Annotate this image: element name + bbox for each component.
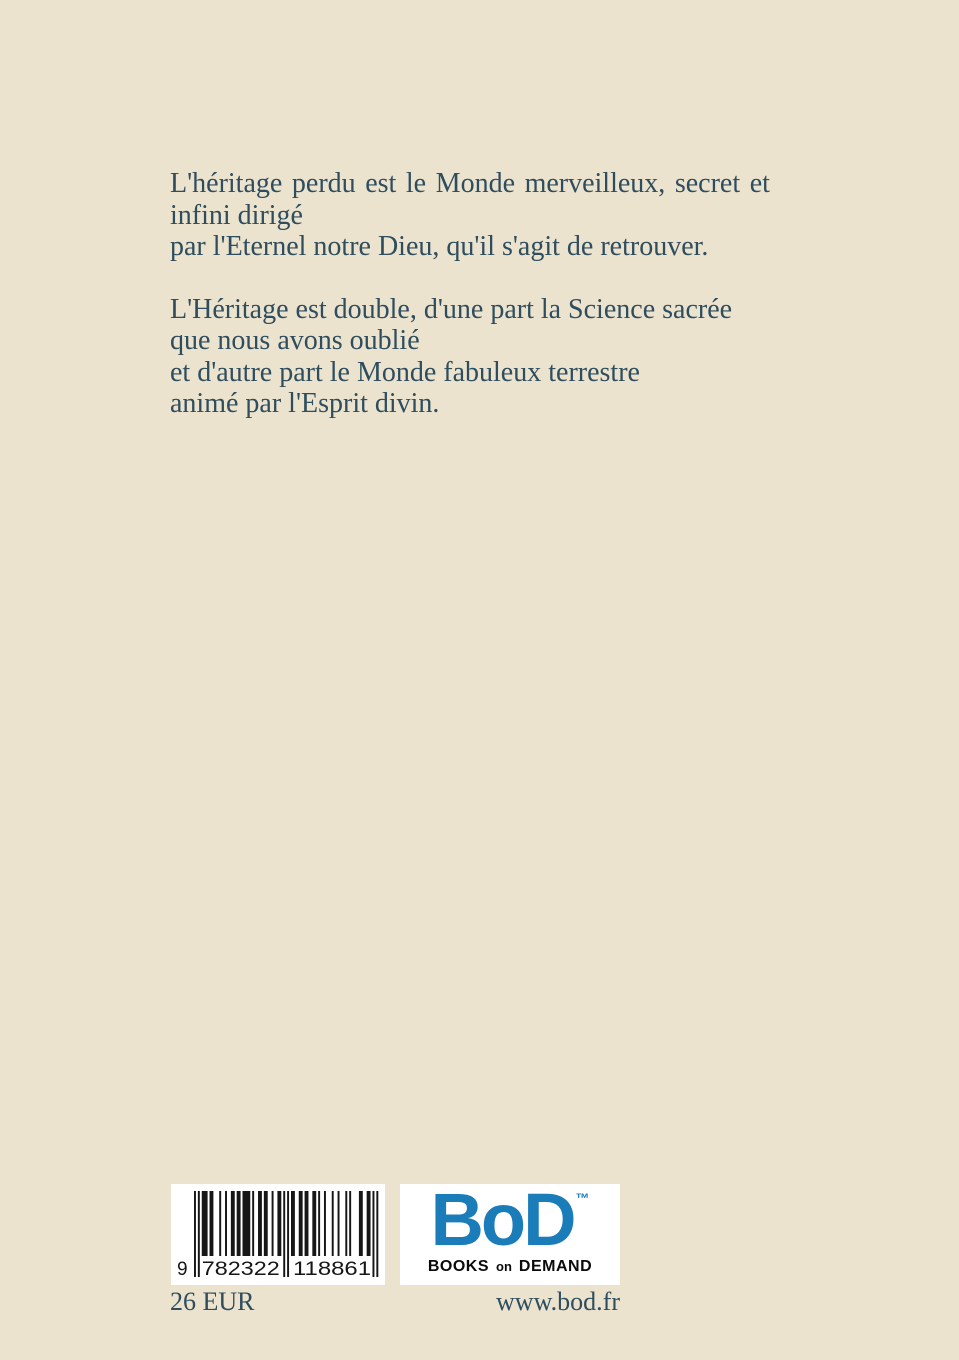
trademark-symbol: ™ bbox=[575, 1190, 590, 1206]
publisher-logo-panel bbox=[400, 1178, 620, 1285]
blurb-line: que nous avons oublié bbox=[170, 325, 420, 356]
blurb-line: et d'autre part le Monde fabuleux terrestre bbox=[170, 356, 640, 388]
bod-logo bbox=[400, 1178, 620, 1261]
tagline-word: BOOKS bbox=[427, 1258, 490, 1275]
blurb-line: L'Héritage est double, d'une part la Science sacrée bbox=[170, 293, 733, 325]
bod-tagline bbox=[400, 1258, 620, 1276]
isbn-barcode-panel bbox=[171, 1184, 385, 1285]
ean13-barcode-graphic bbox=[171, 1184, 385, 1285]
back-cover-blurb bbox=[170, 168, 770, 420]
blurb-paragraph-1 bbox=[170, 168, 770, 263]
blurb-line: L'héritage perdu est le Monde merveilleux, secret et bbox=[170, 168, 770, 199]
bod-wordmark: BoD bbox=[430, 1178, 574, 1261]
blurb-line: par l'Eternel notre Dieu, qu'il s'agit de retrouver. bbox=[170, 231, 709, 262]
blurb-paragraph-2 bbox=[170, 294, 770, 420]
tagline-word: on bbox=[496, 1259, 512, 1274]
svg-text:118861: 118861 bbox=[293, 1259, 371, 1280]
blurb-line: infini dirigé bbox=[170, 199, 303, 231]
svg-text:782322: 782322 bbox=[201, 1259, 280, 1280]
publisher-website: www.bod.fr bbox=[496, 1287, 620, 1316]
tagline-word: DEMAND bbox=[518, 1258, 593, 1275]
svg-text:9: 9 bbox=[177, 1259, 188, 1280]
price-label: 26 EUR bbox=[170, 1287, 255, 1316]
blurb-line: animé par l'Esprit divin. bbox=[170, 388, 440, 419]
